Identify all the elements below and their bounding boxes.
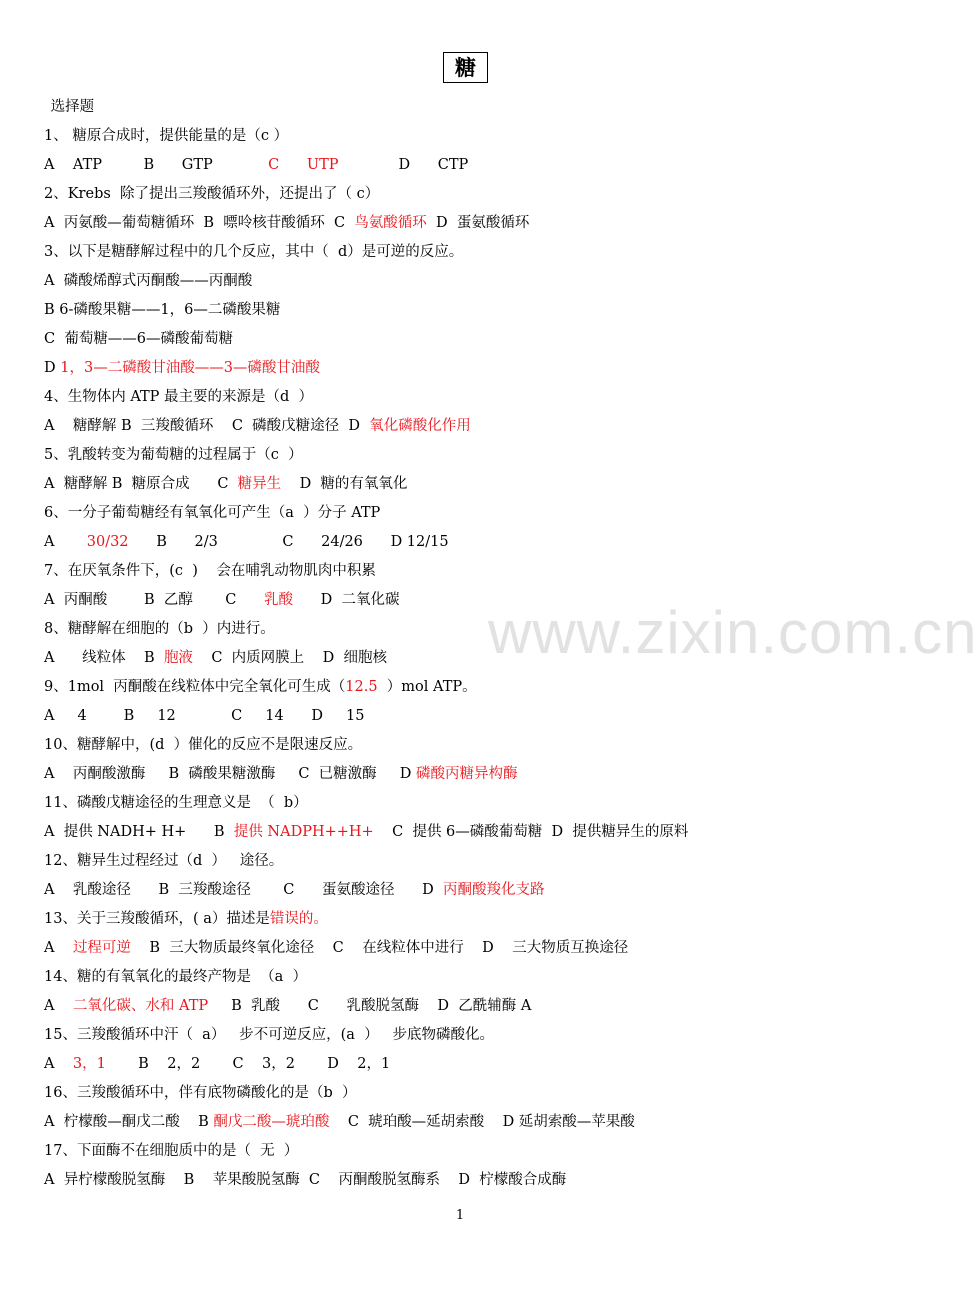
text-segment: 15、三羧酸循环中汗（ a） 步不可逆反应，(a ） 步底物磷酸化。 [44,1027,494,1043]
text-line [44,762,517,786]
text-segment: B 三大物质最终氧化途径 C 在线粒体中进行 D 三大物质互换途径 [130,940,629,956]
text-line [44,878,544,902]
text-segment: 13、关于三羧酸循环，( a）描述是 [44,911,270,927]
text-line [44,472,407,496]
text-line [44,240,463,264]
text-line [44,385,313,409]
text-segment: 3、以下是糖酵解过程中的几个反应，其中（ d）是可逆的反应。 [44,244,464,260]
text-line [44,327,233,351]
answer-highlight: C UTP [268,157,339,173]
text-line [44,298,280,322]
text-segment: A [44,940,73,956]
text-segment: B 2/3 C 24/26 D 12/15 [128,534,449,550]
text-segment: A 提供 NADH+ H+ B [44,824,234,840]
text-segment: 9、1mol 丙酮酸在线粒体中完全氧化可生成（ [44,679,346,695]
text-segment: A [44,998,73,1014]
answer-highlight: 错误的。 [269,911,328,927]
answer-highlight: 胞液 [163,650,193,666]
text-line [44,1023,494,1047]
text-segment: A 丙酮酸 B 乙醇 C [44,592,264,608]
text-segment: 选择题 [46,99,95,115]
text-line [44,501,380,525]
text-segment: 7、在厌氧条件下，(c ) 会在哺乳动物肌肉中积累 [44,563,376,579]
text-segment: A 糖酵解 B 三羧酸循环 C 磷酸戊糖途径 D [44,418,370,434]
text-line [44,907,328,931]
answer-highlight: 磷酸丙糖异构酶 [415,766,518,782]
text-segment: A 4 B 12 C 14 D 15 [44,708,365,724]
answer-highlight: 乳酸 [263,592,293,608]
text-segment: A 丙酮酸激酶 B 磷酸果糖激酶 C 已糖激酶 D [44,766,416,782]
text-segment: C 内质网膜上 D 细胞核 [192,650,387,666]
text-line [44,1139,298,1163]
answer-highlight: 二氧化碳、水和 ATP [72,998,209,1014]
text-line [44,675,477,699]
text-segment: 17、下面酶不在细胞质中的是（ 无 ） [44,1143,299,1159]
text-segment: A 糖酵解 B 糖原合成 C [44,476,238,492]
text-segment: B 乳酸 C 乳酸脱氢酶 D 乙酰辅酶 A [208,998,532,1014]
answer-highlight: 糖异生 [237,476,282,492]
text-line [44,356,320,380]
text-segment: A 异柠檬酸脱氢酶 B 苹果酸脱氢酶 C 丙酮酸脱氢酶系 D 柠檬酸合成酶 [44,1172,567,1188]
answer-highlight: 丙酮酸羧化支路 [442,882,545,898]
text-segment: D 糖的有氧氧化 [281,476,408,492]
answer-highlight: 氧化磷酸化作用 [369,418,471,434]
text-line [44,443,303,467]
text-segment: 5、乳酸转变为葡萄糖的过程属于（c ） [44,447,303,463]
text-line [44,1168,566,1192]
text-line [44,965,307,989]
text-line [44,617,275,641]
text-line [44,733,362,757]
text-segment: A [44,534,87,550]
text-segment: ）mol ATP。 [377,679,477,695]
text-line [44,1052,390,1076]
text-segment: A ATP B GTP [44,157,269,173]
text-segment: A 磷酸烯醇式丙酮酸——丙酮酸 [44,273,253,289]
text-line [44,530,449,554]
text-segment: 6、一分子葡萄糖经有氧氧化可产生（a ）分子 ATP [44,505,381,521]
text-segment: C 琥珀酸—延胡索酸 D 延胡索酸—苹果酸 [329,1114,635,1130]
text-line [44,820,688,844]
text-line [44,124,288,148]
text-segment: 12、糖异生过程经过（d ） 途径。 [44,853,284,869]
answer-highlight: 提供 NADPH++H+ [233,824,374,840]
text-line [44,994,531,1018]
text-line [44,849,283,873]
watermark: www.zixin.com.cn [488,599,977,666]
text-segment: A [44,1056,73,1072]
text-line [44,414,471,438]
answer-highlight: 鸟氨酸循环 [354,215,427,231]
text-segment: B 6-磷酸果糖——1，6—二磷酸果糖 [44,302,281,318]
page-title: 糖 [443,52,488,83]
text-line [44,182,379,206]
text-line [44,269,252,293]
text-segment: 1、 糖原合成时，提供能量的是（c ） [44,128,289,144]
answer-highlight: 酮戊二酸—琥珀酸 [213,1114,330,1130]
text-segment: 8、糖酵解在细胞的（b ）内进行。 [44,621,275,637]
text-segment: 14、糖的有氧氧化的最终产物是 （a ） [44,969,308,985]
text-line [44,211,529,235]
text-segment: D CTP [338,157,469,173]
answer-highlight: 过程可逆 [72,940,131,956]
page-number: 1 [455,1208,465,1223]
text-line [44,559,376,583]
text-segment: 4、生物体内 ATP 最主要的来源是（d ） [44,389,314,405]
text-line [44,1081,356,1105]
text-line [44,588,399,612]
answer-highlight: 1，3—二磷酸甘油酸——3—磷酸甘油酸 [60,360,320,376]
text-line [44,646,387,670]
text-segment: 10、糖酵解中，(d ）催化的反应不是限速反应。 [44,737,363,753]
text-segment: C 葡萄糖——6—磷酸葡萄糖 [44,331,234,347]
text-segment: B 2，2 C 3，2 D 2，1 [105,1056,391,1072]
text-segment: D 蛋氨酸循环 [426,215,530,231]
text-segment: 16、三羧酸循环中，伴有底物磷酸化的是（b ） [44,1085,357,1101]
answer-highlight: 12.5 [345,679,378,695]
text-line [44,936,628,960]
text-segment: 2、Krebs 除了提出三羧酸循环外，还提出了（ c） [44,186,380,202]
text-segment: C 提供 6—磷酸葡萄糖 D 提供糖异生的原料 [373,824,689,840]
text-line [46,95,94,119]
text-line [44,791,308,815]
text-segment: A 柠檬酸—酮戊二酸 B [44,1114,214,1130]
text-line [44,704,364,728]
text-line [44,153,468,177]
text-segment: A 乳酸途径 B 三羧酸途径 C 蛋氨酸途径 D [44,882,443,898]
text-segment: A 线粒体 B [44,650,164,666]
text-segment: A 丙氨酸—葡萄糖循环 B 嘌呤核苷酸循环 C [44,215,355,231]
text-segment: D [44,360,61,376]
answer-highlight: 30/32 [86,534,129,550]
text-segment: 11、磷酸戊糖途径的生理意义是 （ b） [44,795,308,811]
text-line [44,1110,635,1134]
text-segment: D 二氧化碳 [292,592,400,608]
answer-highlight: 3，1 [72,1056,106,1072]
